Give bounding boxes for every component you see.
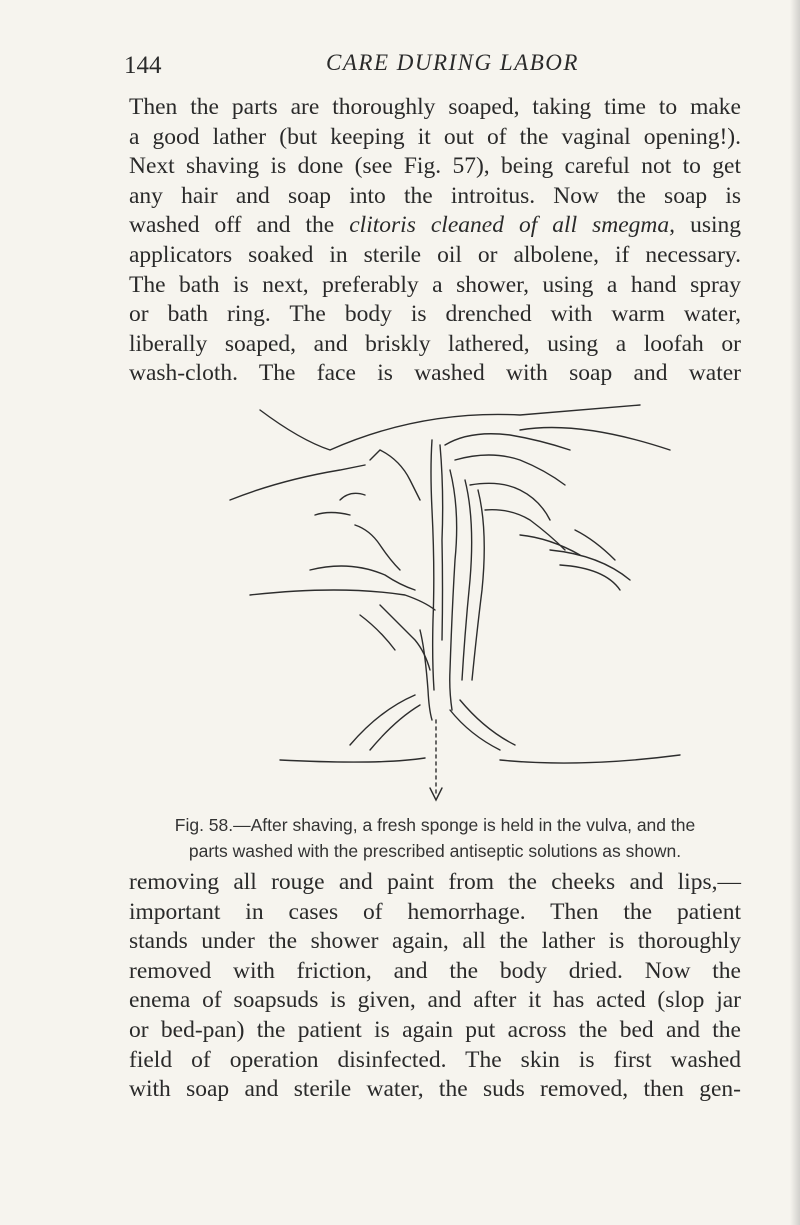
- text-line: stands under the shower again, all the lather is thoroughly: [129, 928, 741, 955]
- text-fragment: using: [675, 212, 742, 239]
- text-line: enema of soapsuds is given, and after it has acted (slop jar: [129, 987, 741, 1014]
- text-line: removing all rouge and paint from the cheeks and lips,—: [129, 869, 741, 895]
- paragraph-top: [129, 93, 741, 389]
- text-line: [129, 211, 741, 241]
- text-line: or bath ring. The body is drenched with warm water,: [129, 301, 741, 328]
- text-line: Next shaving is done (see Fig. 57), being careful not to get: [129, 153, 741, 180]
- emphasis-text: clitoris cleaned of all smegma,: [349, 212, 676, 239]
- page-header: [0, 48, 800, 88]
- text-line: wash-cloth. The face is washed with soap and water: [129, 360, 741, 387]
- text-line: Then the parts are thoroughly soaped, taking time to make: [129, 94, 741, 120]
- text-line: any hair and soap into the introitus. Now the soap is: [129, 182, 741, 209]
- text-line: or bed-pan) the patient is again put across the bed and the: [129, 1016, 741, 1043]
- caption-line: Fig. 58.—After shaving, a fresh sponge is held in the vulva, and the: [174, 815, 696, 835]
- text-line: applicators soaked in sterile oil or albolene, if necessary.: [129, 241, 741, 268]
- text-line: removed with friction, and the body dried. Now the: [129, 957, 741, 984]
- running-head: CARE DURING LABOR: [326, 50, 579, 75]
- caption-line: parts washed with the prescribed antiseptic solutions as shown.: [188, 841, 682, 861]
- text-line: with soap and sterile water, the suds removed, then gen-: [129, 1076, 741, 1103]
- anatomical-illustration: [220, 390, 700, 810]
- figure-caption: [129, 812, 741, 864]
- page-edge-shadow: [790, 0, 800, 1225]
- text-line: The bath is next, preferably a shower, using a hand spray: [129, 271, 741, 298]
- paragraph-bottom: [129, 868, 741, 1105]
- page-number: 144: [124, 52, 162, 79]
- text-line: a good lather (but keeping it out of the vaginal opening!).: [129, 123, 741, 150]
- text-line: important in cases of hemorrhage. Then the patient: [129, 898, 741, 925]
- text-fragment: washed off and the: [129, 212, 350, 239]
- text-line: liberally soaped, and briskly lathered, using a loofah or: [129, 330, 741, 357]
- text-line: field of operation disinfected. The skin is first washed: [129, 1046, 741, 1073]
